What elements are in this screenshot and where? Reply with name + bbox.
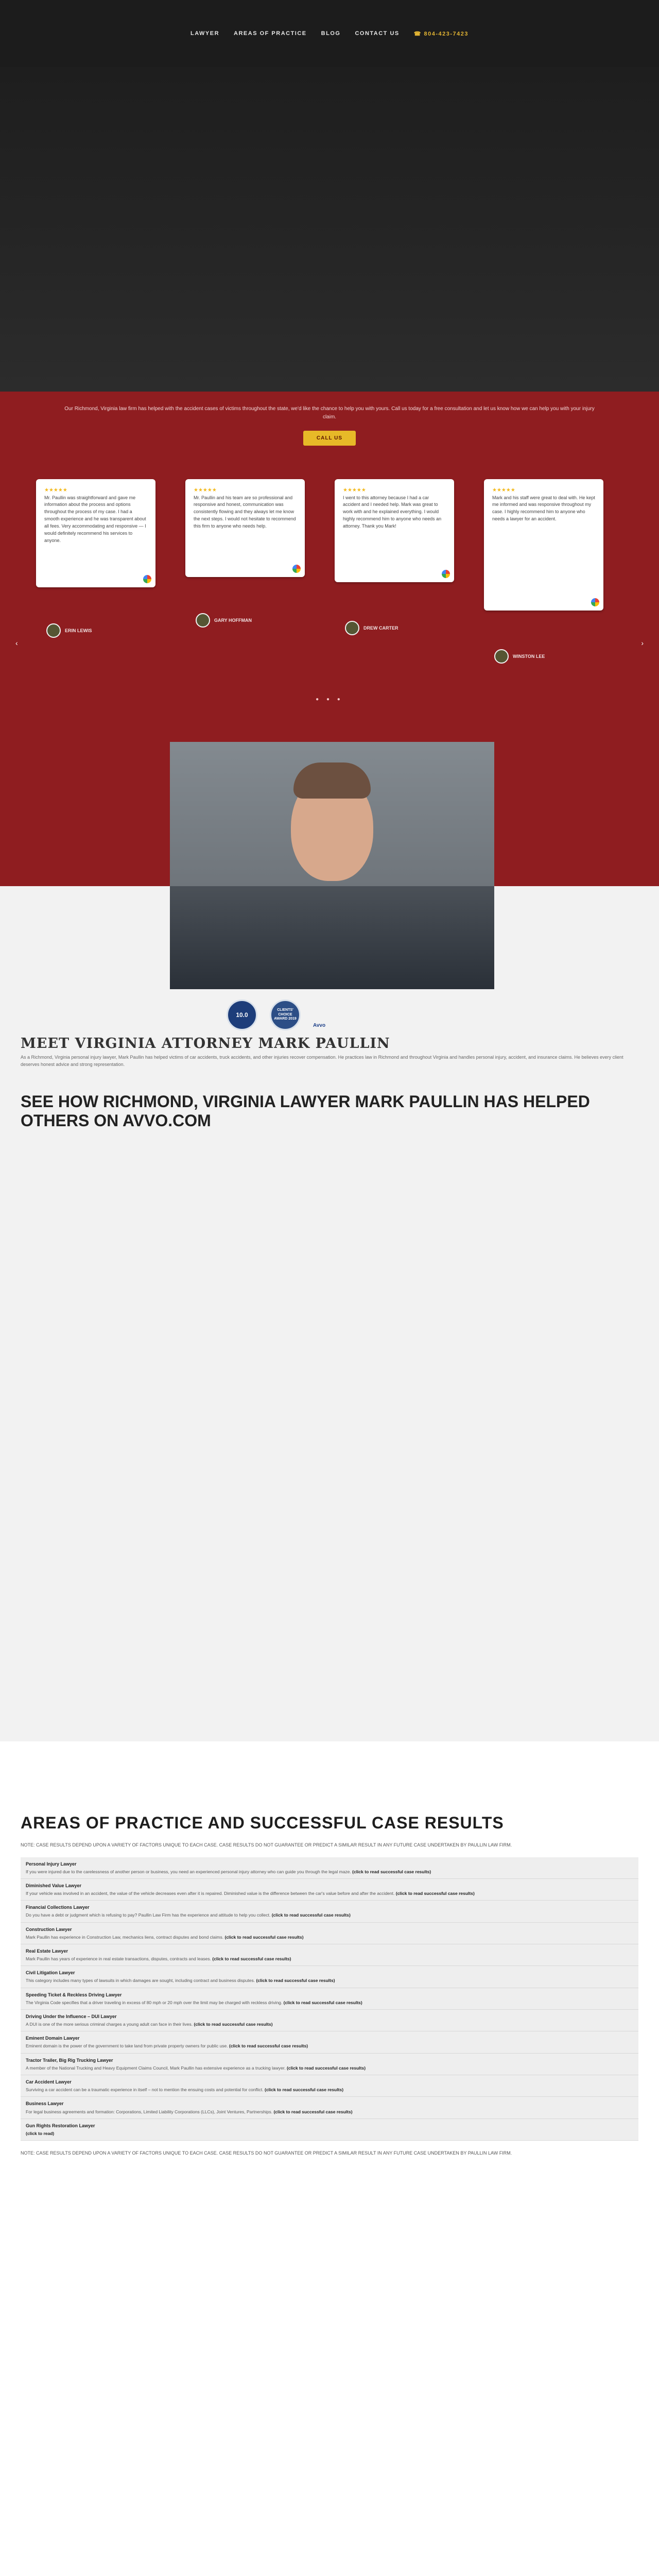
practice-text: Surviving a car accident can be a traumatic experience in itself – not to mention the ensuing costs and potential for conflict. xyxy=(26,2087,264,2093)
attorney-photo xyxy=(170,742,494,886)
nav-blog[interactable]: BLOG xyxy=(321,30,341,37)
review-card xyxy=(335,479,454,582)
google-icon xyxy=(143,575,151,583)
practice-title: Personal Injury Lawyer xyxy=(26,1861,77,1867)
review-text: I went to this attorney because I had a car accident and I needed help. Mark was great to work with and he explained everything. I would highly recommend him to anyone who needs an attorney. Thank you Mark! xyxy=(343,495,442,529)
review-text: Mark and his staff were great to deal with. He kept me informed and was responsive throughout my case. I highly recommend him to anyone who needs a lawyer for an accident. xyxy=(492,495,595,522)
practice-title: Gun Rights Restoration Lawyer xyxy=(26,2123,95,2128)
practice-text: For legal business agreements and formation: Corporations, Limited Liability Corporations (LLCs), Joint Ventures, Partnerships. xyxy=(26,2109,273,2114)
list-item xyxy=(21,1966,638,1988)
attorney-bio: As a Richmond, Virginia personal injury lawyer, Mark Paullin has helped victims of car accidents, truck accidents, and other injuries recover compensation. He practices law in Richmond and throughout Virginia and handles personal injury, accident, and insurance claims. He believes every client deserves honest advice and strong representation. xyxy=(21,1055,623,1067)
practice-title: Real Estate Lawyer xyxy=(26,1948,68,1954)
practice-text: This category includes many types of lawsuits in which damages are sought, including contract and business disputes. xyxy=(26,1978,255,1984)
carousel-dots[interactable]: ● ● ● xyxy=(316,697,343,702)
case-results-link[interactable]: (click to read successful case results) xyxy=(265,2087,344,2093)
case-results-link[interactable]: (click to read successful case results) xyxy=(352,1869,431,1874)
case-results-link[interactable]: (click to read successful case results) xyxy=(286,2065,366,2071)
reviewer xyxy=(494,649,545,664)
avatar xyxy=(196,613,210,628)
chevron-right-icon[interactable]: › xyxy=(641,639,644,647)
nav-areas-of-practice[interactable]: AREAS OF PRACTICE xyxy=(234,30,307,37)
areas-of-practice xyxy=(21,1814,638,2157)
list-item xyxy=(21,2119,638,2141)
list-item xyxy=(21,1944,638,1966)
reviewer xyxy=(196,613,252,628)
chevron-left-icon[interactable]: ‹ xyxy=(15,639,18,647)
practice-text: Do you have a debt or judgment which is refusing to pay? Paullin Law Firm has the experience and attitude to help you collect. xyxy=(26,1912,271,1918)
list-item xyxy=(21,2031,638,2053)
practice-text: Eminent domain is the power of the government to take land from private property owners for public use. xyxy=(26,2043,228,2049)
nav-phone[interactable]: ☎ 804-423-7423 xyxy=(413,30,469,37)
practice-text: The Virginia Code specifies that a driver traveling in excess of 80 mph or 20 mph over the limit may be charged with reckless driving. xyxy=(26,1999,283,2005)
avvo-rating-badge: 10.0 xyxy=(227,999,257,1030)
reviewer xyxy=(345,621,398,635)
avvo-logo: Avvo xyxy=(313,1022,326,1028)
practice-list xyxy=(21,1857,638,2141)
google-icon xyxy=(442,570,450,578)
list-item xyxy=(21,2010,638,2031)
review-text: Mr. Paullin was straightforward and gave me information about the process and options throughout the process of my case. I had a smooth experience and he was transparent about all fees. Very accommodating and responsive — I would definitely recommend his services to anyone. xyxy=(44,495,146,544)
case-results-link[interactable]: (click to read successful case results) xyxy=(395,1890,475,1896)
avatar xyxy=(494,649,509,664)
clients-choice-badge: CLIENTS' CHOICE AWARD 2019 xyxy=(270,999,301,1030)
list-item xyxy=(21,2075,638,2097)
call-us-button[interactable]: CALL US xyxy=(303,431,356,446)
practice-title: Business Lawyer xyxy=(26,2101,64,2107)
reviewer-name: WINSTON LEE xyxy=(513,654,545,659)
google-icon xyxy=(591,598,599,606)
reviewer xyxy=(46,623,92,638)
attorney-section xyxy=(0,886,659,1741)
reviewer-name: GARY HOFFMAN xyxy=(214,618,252,623)
reviews-intro: Our Richmond, Virginia law firm has helped with the accident cases of victims throughout the state, we'd like the chance to help you with yours. Call us today for a free consultation and let us know how we can help you with your injury claim. xyxy=(64,406,595,420)
attorney-heading: MEET VIRGINIA ATTORNEY MARK PAULLIN xyxy=(21,1036,390,1052)
practice-text: Mark Paullin has experience in Construction Law, mechanics liens, contract disputes and bond claims. xyxy=(26,1934,224,1940)
case-results-link[interactable]: (click to read) xyxy=(26,2130,55,2136)
case-results-link[interactable]: (click to read successful case results) xyxy=(212,1956,291,1961)
case-results-link[interactable]: (click to read successful case results) xyxy=(283,1999,362,2005)
practice-text: If your vehicle was involved in an accident, the value of the vehicle decreases even after it is repaired. Diminished value is the difference between the car's value before and after the accident. xyxy=(26,1890,395,1896)
case-results-link[interactable]: (click to read successful case results) xyxy=(224,1934,304,1940)
practice-text: A DUI is one of the more serious criminal charges a young adult can face in their lives. xyxy=(26,2022,193,2027)
practice-title: Tractor Trailer, Big Rig Trucking Lawyer xyxy=(26,2057,113,2063)
list-item xyxy=(21,1857,638,1879)
hero-banner xyxy=(0,67,659,392)
attorney-photo-lower xyxy=(170,886,494,989)
case-results-link[interactable]: (click to read successful case results) xyxy=(271,1912,351,1918)
nav-lawyer[interactable]: LAWYER xyxy=(190,30,220,37)
attorney-photo-frame xyxy=(170,742,494,886)
avatar xyxy=(345,621,359,635)
review-carousel xyxy=(36,479,623,613)
avatar xyxy=(46,623,61,638)
practice-text: If you were injured due to the carelessness of another person or business, you need an experienced personal injury attorney who can guide you through the legal maze. xyxy=(26,1869,351,1874)
practice-title: Eminent Domain Lawyer xyxy=(26,2036,80,2041)
review-card xyxy=(185,479,305,577)
star-rating: ★★★★★ xyxy=(492,487,515,493)
list-item xyxy=(21,1923,638,1944)
areas-heading: AREAS OF PRACTICE AND SUCCESSFUL CASE RESULTS xyxy=(21,1814,504,1832)
case-results-link[interactable]: (click to read successful case results) xyxy=(229,2043,308,2049)
avvo-heading[interactable]: SEE HOW RICHMOND, VIRGINIA LAWYER MARK PAULLIN HAS HELPED OTHERS ON AVVO.COM xyxy=(21,1092,590,1130)
reviews-section xyxy=(0,392,659,886)
award-badges xyxy=(227,999,325,1030)
star-rating: ★★★★★ xyxy=(343,487,366,493)
nav-contact-us[interactable]: CONTACT US xyxy=(355,30,400,37)
list-item xyxy=(21,2054,638,2075)
case-results-link[interactable]: (click to read successful case results) xyxy=(273,2109,353,2114)
review-text: Mr. Paullin and his team are so professional and responsive and honest, communication was consistently flowing and they always let me know the next steps. I would not hesitate to recommend this firm to anyone who needs help. xyxy=(194,495,296,529)
practice-title: Diminished Value Lawyer xyxy=(26,1883,82,1888)
list-item xyxy=(21,1879,638,1901)
practice-text: A member of the National Trucking and Heavy Equipment Claims Council, Mark Paullin has extensive experience as a trucking lawyer. xyxy=(26,2065,286,2071)
reviewer-name: DREW CARTER xyxy=(363,625,398,631)
practice-text: Mark Paullin has years of experience in real estate transactions, disputes, contracts and leases. xyxy=(26,1956,212,1961)
star-rating: ★★★★★ xyxy=(44,487,67,493)
case-results-note-bottom: NOTE: CASE RESULTS DEPEND UPON A VARIETY OF FACTORS UNIQUE TO EACH CASE. CASE RESULTS DO NOT GUARANTEE OR PREDICT A SIMILAR RESULT IN ANY FUTURE CASE UNDERTAKEN BY PAULLIN LAW FIRM. xyxy=(21,2150,512,2156)
star-rating: ★★★★★ xyxy=(194,487,217,493)
review-card xyxy=(484,479,603,611)
practice-title: Construction Lawyer xyxy=(26,1926,72,1932)
practice-title: Financial Collections Lawyer xyxy=(26,1905,90,1910)
google-icon xyxy=(292,565,301,573)
phone-number: 804-423-7423 xyxy=(424,30,469,37)
list-item xyxy=(21,1901,638,1922)
practice-title: Driving Under the Influence – DUI Lawyer xyxy=(26,2014,117,2020)
case-results-note: NOTE: CASE RESULTS DEPEND UPON A VARIETY OF FACTORS UNIQUE TO EACH CASE. CASE RESULTS DO NOT GUARANTEE OR PREDICT A SIMILAR RESULT IN ANY FUTURE CASE UNDERTAKEN BY PAULLIN LAW FIRM. xyxy=(21,1842,512,1848)
reviewer-name: ERIN LEWIS xyxy=(65,628,92,633)
practice-title: Speeding Ticket & Reckless Driving Lawyer xyxy=(26,1992,122,1997)
review-card xyxy=(36,479,155,587)
top-nav xyxy=(0,0,659,67)
list-item xyxy=(21,1988,638,2010)
list-item xyxy=(21,2097,638,2119)
practice-title: Car Accident Lawyer xyxy=(26,2079,72,2085)
case-results-link[interactable]: (click to read successful case results) xyxy=(194,2022,273,2027)
practice-title: Civil Litigation Lawyer xyxy=(26,1970,75,1976)
case-results-link[interactable]: (click to read successful case results) xyxy=(256,1978,335,1984)
